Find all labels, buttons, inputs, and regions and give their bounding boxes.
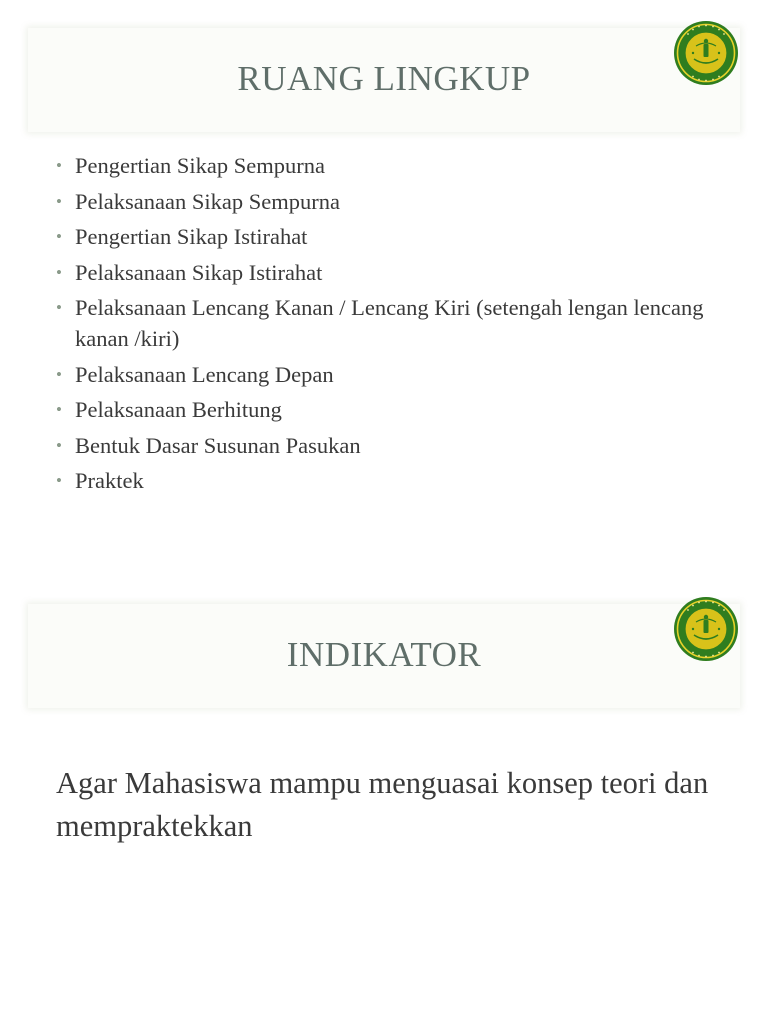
scope-bullet-list — [56, 150, 726, 501]
university-seal-icon — [673, 596, 739, 662]
bullet-dot-icon: • — [56, 298, 62, 317]
list-item — [56, 394, 726, 425]
list-item — [56, 430, 726, 461]
list-item — [56, 150, 726, 181]
bullet-dot-icon: • — [56, 400, 62, 419]
list-item — [56, 221, 726, 252]
bullet-dot-icon: • — [56, 435, 62, 455]
slide-title: INDIKATOR — [286, 635, 482, 674]
list-item — [56, 292, 726, 354]
list-item-text: Pelaksanaan Sikap Sempurna — [75, 188, 340, 214]
slide-title: RUANG LINGKUP — [237, 59, 531, 98]
bullet-dot-icon: • — [56, 227, 62, 246]
bullet-dot-icon: • — [56, 262, 62, 282]
bullet-dot-icon: • — [56, 191, 62, 211]
slide-indikator — [0, 578, 768, 1024]
list-item — [56, 186, 726, 217]
list-item — [56, 465, 726, 496]
list-item — [56, 257, 726, 288]
list-item-text: Pelaksanaan Lencang Depan — [75, 361, 334, 387]
list-item — [56, 359, 726, 390]
list-item-text: Praktek — [75, 468, 144, 493]
indicator-body-text: Agar Mahasiswa mampu menguasai konsep teori dan mempraktekkan — [56, 766, 709, 843]
university-seal-icon — [673, 20, 739, 86]
list-item-text: Bentuk Dasar Susunan Pasukan — [75, 432, 361, 458]
list-item-text: Pengertian Sikap Sempurna — [75, 153, 325, 178]
bullet-dot-icon: • — [56, 156, 62, 175]
list-item-text: Pelaksanaan Lencang Kanan / Lencang Kiri (setengah lengan lencang kanan /kiri) — [75, 295, 704, 351]
list-item-text: Pelaksanaan Sikap Istirahat — [75, 259, 323, 285]
bullet-dot-icon: • — [56, 364, 62, 384]
list-item-text: Pengertian Sikap Istirahat — [75, 224, 308, 249]
bullet-dot-icon: • — [56, 471, 62, 490]
list-item-text: Pelaksanaan Berhitung — [75, 397, 282, 422]
